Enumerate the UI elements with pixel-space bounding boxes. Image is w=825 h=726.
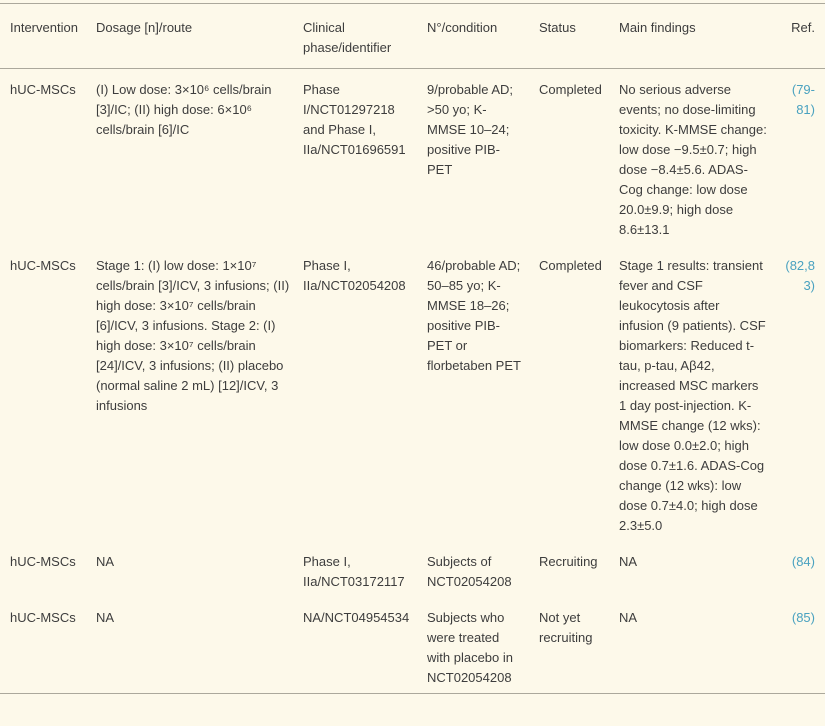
- cell-intervention: hUC-MSCs: [10, 82, 76, 97]
- col-header-intervention: Intervention: [0, 4, 96, 69]
- table-header-row: [0, 4, 825, 69]
- cell-ref: [779, 245, 825, 541]
- cell-ref: [779, 597, 825, 694]
- cell-findings: No serious adverse events; no dose-limiting toxicity. K-MMSE change: low dose −9.5±0.7; high dose −8.4±5.6. ADAS-Cog change: low dose 20.0±9.9; high dose 8.6±13.1: [619, 82, 767, 237]
- table-row: [0, 245, 825, 541]
- ref-link[interactable]: (84): [791, 554, 815, 569]
- col-header-condition: N°/condition: [427, 4, 539, 69]
- cell-intervention: hUC-MSCs: [10, 258, 76, 273]
- table-row: [0, 69, 825, 246]
- cell-ref: [779, 541, 825, 597]
- cell-dosage: (I) Low dose: 3×10⁶ cells/brain [3]/IC; (II) high dose: 6×10⁶ cells/brain [6]/IC: [96, 82, 272, 137]
- table-row: [0, 597, 825, 694]
- cell-phase: NA/NCT04954534: [303, 610, 410, 625]
- cell-ref: [779, 69, 825, 246]
- cell-status: Not yet recruiting: [539, 610, 593, 645]
- cell-condition: Subjects who were treated with placebo in NCT02054208: [427, 610, 513, 685]
- cell-findings: NA: [619, 610, 638, 625]
- col-header-status: Status: [539, 4, 619, 69]
- ref-link[interactable]: (85): [791, 610, 815, 625]
- cell-status: Completed: [539, 258, 602, 273]
- cell-phase: Phase I, IIa/NCT03172117: [303, 554, 405, 589]
- col-header-ref: Ref.: [779, 4, 825, 69]
- cell-dosage: Stage 1: (I) low dose: 1×10⁷ cells/brain [3]/ICV, 3 infusions; (II) high dose: 3×10⁷ cells/brain [6]/ICV, 3 infusions. Stage 2: (I) high dose: 3×10⁷ cells/brain [24]/ICV, 3 infusions; (II) placebo (normal saline 2 mL) [12]/ICV, 3 infusions: [96, 258, 290, 413]
- ref-link[interactable]: (79-81): [791, 82, 815, 117]
- cell-findings: NA: [619, 554, 638, 569]
- col-header-phase: Clinical phase/identifier: [303, 4, 427, 69]
- cell-dosage: NA: [96, 554, 115, 569]
- cell-dosage: NA: [96, 610, 115, 625]
- cell-condition: 9/probable AD; >50 yo; K-MMSE 10–24; positive PIB-PET: [427, 82, 514, 177]
- clinical-trials-table: [0, 3, 825, 694]
- col-header-dosage: Dosage [n]/route: [96, 4, 303, 69]
- cell-condition: 46/probable AD; 50–85 yo; K-MMSE 18–26; positive PIB-PET or florbetaben PET: [427, 258, 521, 373]
- cell-intervention: hUC-MSCs: [10, 610, 76, 625]
- ref-link[interactable]: (82,83): [785, 258, 815, 293]
- cell-condition: Subjects of NCT02054208: [427, 554, 512, 589]
- col-header-findings: Main findings: [619, 4, 779, 69]
- cell-phase: Phase I/NCT01297218 and Phase I, IIa/NCT01696591: [303, 82, 406, 157]
- cell-status: Recruiting: [539, 554, 598, 569]
- cell-intervention: hUC-MSCs: [10, 554, 76, 569]
- cell-status: Completed: [539, 82, 602, 97]
- cell-phase: Phase I, IIa/NCT02054208: [303, 258, 406, 293]
- cell-findings: Stage 1 results: transient fever and CSF leukocytosis after infusion (9 patients). CSF biomarkers: Reduced t-tau, p-tau, Aβ42, increased MSC markers 1 day post-injection. K-MMSE change (12 wks): low dose 0.0±2.0; high dose 0.7±1.6. ADAS-Cog change (12 wks): low dose 0.7±4.0; high dose 2.3±5.0: [619, 258, 766, 533]
- table-row: [0, 541, 825, 597]
